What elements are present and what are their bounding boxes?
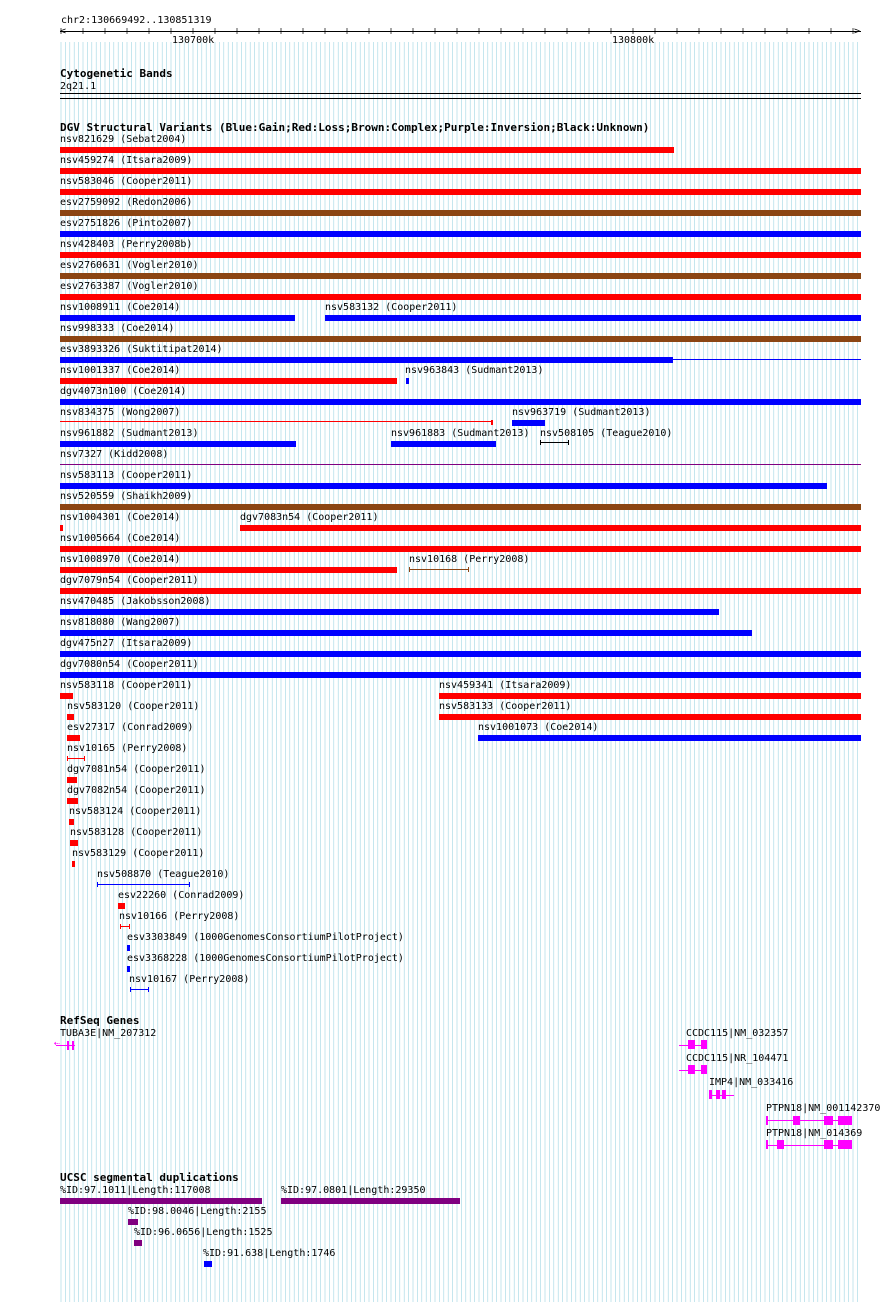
dgv-feature-label[interactable]: nsv10168 (Perry2008): [409, 554, 530, 565]
dgv-feature-label[interactable]: nsv1004301 (Coe2014): [60, 512, 181, 523]
dgv-feature-bar[interactable]: [67, 798, 78, 804]
dgv-feature-bar[interactable]: [67, 777, 77, 783]
dgv-feature-extension[interactable]: [673, 359, 861, 360]
dgv-feature-label[interactable]: nsv961882 (Sudmant2013): [60, 428, 199, 439]
gene-exon[interactable]: [766, 1116, 768, 1125]
dgv-feature-label[interactable]: esv3368228 (1000GenomesConsortiumPilotProject): [127, 953, 404, 964]
segdup-feature-label[interactable]: %ID:91.638|Length:1746: [203, 1248, 336, 1259]
dgv-feature-bar[interactable]: [60, 378, 397, 384]
dgv-feature-label[interactable]: nsv10166 (Perry2008): [119, 911, 240, 922]
dgv-feature-label[interactable]: esv2751826 (Pinto2007): [60, 218, 193, 229]
dgv-feature-label[interactable]: nsv10165 (Perry2008): [67, 743, 188, 754]
dgv-feature-label[interactable]: nsv1001337 (Coe2014): [60, 365, 181, 376]
segdup-feature-label[interactable]: %ID:96.0656|Length:1525: [134, 1227, 273, 1238]
ruler-axis: [60, 31, 861, 32]
segdup-feature-label[interactable]: %ID:97.0801|Length:29350: [281, 1185, 426, 1196]
dgv-feature-bar[interactable]: [127, 966, 130, 972]
dgv-feature-bar[interactable]: [118, 903, 125, 909]
dgv-feature-bar[interactable]: [478, 735, 861, 741]
dgv-feature-bar[interactable]: [60, 609, 719, 615]
dgv-feature-bar[interactable]: [127, 945, 130, 951]
dgv-feature-bar[interactable]: [60, 294, 861, 300]
dgv-feature-bar[interactable]: [60, 483, 827, 489]
dgv-feature-bar[interactable]: [60, 651, 861, 657]
dgv-feature-bar[interactable]: [240, 525, 861, 531]
dgv-feature-line[interactable]: [60, 421, 493, 422]
segdup-feature-bar[interactable]: [281, 1198, 460, 1204]
dgv-feature-bar[interactable]: [391, 441, 496, 447]
dgv-feature-bar[interactable]: [60, 168, 861, 174]
dgv-feature-label[interactable]: dgv475n27 (Itsara2009): [60, 638, 193, 649]
dgv-feature-bar[interactable]: [60, 441, 296, 447]
dgv-feature-bracket[interactable]: [97, 882, 190, 887]
dgv-feature-label[interactable]: dgv7083n54 (Cooper2011): [240, 512, 379, 523]
dgv-feature-bar[interactable]: [67, 714, 74, 720]
dgv-feature-label[interactable]: dgv4073n100 (Coe2014): [60, 386, 187, 397]
dgv-feature-bracket[interactable]: [67, 756, 85, 761]
dgv-feature-label[interactable]: esv22260 (Conrad2009): [118, 890, 245, 901]
refseq-gene-label[interactable]: CCDC115|NR_104471: [686, 1053, 789, 1064]
dgv-feature-bar[interactable]: [60, 357, 673, 363]
dgv-feature-bar[interactable]: [72, 861, 75, 867]
dgv-feature-bar[interactable]: [439, 693, 861, 699]
dgv-feature-label[interactable]: nsv1008911 (Coe2014): [60, 302, 181, 313]
segdup-feature-label[interactable]: %ID:98.0046|Length:2155: [128, 1206, 267, 1217]
dgv-feature-bracket[interactable]: [130, 987, 149, 992]
dgv-feature-label[interactable]: nsv963843 (Sudmant2013): [405, 365, 544, 376]
dgv-feature-label[interactable]: esv3303849 (1000GenomesConsortiumPilotProject): [127, 932, 404, 943]
dgv-feature-bar[interactable]: [69, 819, 74, 825]
cytoband-line-top: [60, 93, 861, 94]
dgv-feature-bracket[interactable]: [540, 440, 569, 445]
dgv-feature-label[interactable]: nsv821629 (Sebat2004): [60, 134, 187, 145]
ruler-position-label: chr2:130669492..130851319: [61, 15, 212, 26]
dgv-feature-label[interactable]: nsv508105 (Teague2010): [540, 428, 673, 439]
dgv-feature-label[interactable]: nsv583132 (Cooper2011): [325, 302, 458, 313]
dgv-feature-bar[interactable]: [60, 231, 861, 237]
segdup-feature-bar[interactable]: [134, 1240, 142, 1246]
segdup-feature-bar[interactable]: [60, 1198, 262, 1204]
gene-exon[interactable]: [72, 1041, 74, 1050]
dgv-feature-bracket[interactable]: [120, 924, 130, 929]
gene-exon[interactable]: [67, 1041, 69, 1050]
dgv-feature-label[interactable]: nsv459274 (Itsara2009): [60, 155, 193, 166]
dgv-feature-bar[interactable]: [60, 189, 861, 195]
gene-exon[interactable]: [709, 1090, 712, 1099]
dgv-feature-label[interactable]: nsv470485 (Jakobsson2008): [60, 596, 211, 607]
dgv-feature-label[interactable]: nsv834375 (Wong2007): [60, 407, 181, 418]
dgv-feature-label[interactable]: dgv7081n54 (Cooper2011): [67, 764, 206, 775]
dgv-feature-bar[interactable]: [60, 588, 861, 594]
gene-exon[interactable]: [688, 1065, 695, 1074]
strand-arrow-icon[interactable]: ⇠: [54, 1038, 61, 1049]
dgv-feature-label[interactable]: nsv818080 (Wang2007): [60, 617, 181, 628]
dgv-feature-label[interactable]: nsv583124 (Cooper2011): [69, 806, 202, 817]
dgv-feature-bar[interactable]: [406, 378, 409, 384]
dgv-feature-bar[interactable]: [512, 420, 545, 426]
dgv-feature-bracket[interactable]: [409, 567, 469, 572]
dgv-feature-bar[interactable]: [70, 840, 78, 846]
gene-exon[interactable]: [766, 1140, 768, 1149]
dgv-feature-end[interactable]: [491, 420, 493, 425]
gene-exon[interactable]: [824, 1140, 833, 1149]
dgv-feature-bar[interactable]: [60, 567, 397, 573]
gene-exon[interactable]: [701, 1040, 707, 1049]
ruler-tick-label: 130700k: [172, 35, 215, 46]
dgv-feature-bar[interactable]: [60, 504, 861, 510]
dgv-feature-bar[interactable]: [60, 273, 861, 279]
dgv-feature-label[interactable]: esv2763387 (Vogler2010): [60, 281, 199, 292]
dgv-feature-label[interactable]: nsv583120 (Cooper2011): [67, 701, 200, 712]
dgv-feature-label[interactable]: dgv7082n54 (Cooper2011): [67, 785, 206, 796]
dgv-feature-label[interactable]: nsv10167 (Perry2008): [129, 974, 250, 985]
dgv-feature-bar[interactable]: [60, 399, 861, 405]
dgv-feature-label[interactable]: nsv583113 (Cooper2011): [60, 470, 193, 481]
segdup-feature-label[interactable]: %ID:97.1011|Length:117008: [60, 1185, 211, 1196]
gene-exon[interactable]: [777, 1140, 784, 1149]
segdup-track-title[interactable]: UCSC segmental duplications: [60, 1171, 239, 1184]
dgv-feature-label[interactable]: nsv1008970 (Coe2014): [60, 554, 181, 565]
refseq-gene-label[interactable]: PTPN18|NM_014369: [766, 1128, 863, 1139]
ruler-tick-label: 130800k: [612, 35, 655, 46]
dgv-feature-label[interactable]: esv27317 (Conrad2009): [67, 722, 194, 733]
cytoband-track-title[interactable]: Cytogenetic Bands: [60, 67, 173, 80]
refseq-gene-label[interactable]: CCDC115|NM_032357: [686, 1028, 789, 1039]
dgv-feature-bar[interactable]: [60, 315, 295, 321]
refseq-track-title[interactable]: RefSeq Genes: [60, 1014, 140, 1027]
dgv-feature-bar[interactable]: [60, 672, 861, 678]
dgv-feature-bar[interactable]: [60, 525, 63, 531]
ruler-right-arrow: >: [854, 26, 861, 37]
dgv-feature-label[interactable]: dgv7080n54 (Cooper2011): [60, 659, 199, 670]
refseq-gene-label[interactable]: PTPN18|NM_001142370: [766, 1103, 881, 1114]
dgv-feature-label[interactable]: nsv583046 (Cooper2011): [60, 176, 193, 187]
refseq-gene-label[interactable]: TUBA3E|NM_207312: [60, 1028, 157, 1039]
dgv-feature-label[interactable]: esv3893326 (Suktitipat2014): [60, 344, 223, 355]
gene-exon[interactable]: [688, 1040, 695, 1049]
dgv-feature-bar[interactable]: [60, 336, 861, 342]
dgv-feature-label[interactable]: nsv583133 (Cooper2011): [439, 701, 572, 712]
dgv-feature-bar[interactable]: [60, 630, 752, 636]
dgv-feature-bar[interactable]: [439, 714, 861, 720]
dgv-feature-label[interactable]: esv2760631 (Vogler2010): [60, 260, 199, 271]
dgv-feature-label[interactable]: nsv961883 (Sudmant2013): [391, 428, 530, 439]
dgv-feature-label[interactable]: nsv963719 (Sudmant2013): [512, 407, 651, 418]
dgv-feature-label[interactable]: nsv508870 (Teague2010): [97, 869, 230, 880]
dgv-feature-label[interactable]: dgv7079n54 (Cooper2011): [60, 575, 199, 586]
gene-exon[interactable]: [824, 1116, 833, 1125]
dgv-feature-line[interactable]: [60, 464, 861, 465]
dgv-feature-label[interactable]: esv2759092 (Redon2006): [60, 197, 193, 208]
dgv-feature-bar[interactable]: [60, 210, 861, 216]
dgv-feature-label[interactable]: nsv459341 (Itsara2009): [439, 680, 572, 691]
refseq-gene-label[interactable]: IMP4|NM_033416: [709, 1077, 794, 1088]
dgv-feature-label[interactable]: nsv583129 (Cooper2011): [72, 848, 205, 859]
dgv-track-title[interactable]: DGV Structural Variants (Blue:Gain;Red:Loss;Brown:Complex;Purple:Inversion;Black:Unknown): [60, 121, 650, 134]
dgv-feature-label[interactable]: nsv428403 (Perry2008b): [60, 239, 193, 250]
gene-exon[interactable]: [793, 1116, 800, 1125]
dgv-feature-label[interactable]: nsv7327 (Kidd2008): [60, 449, 169, 460]
cytoband-label: 2q21.1: [60, 81, 97, 92]
dgv-feature-label[interactable]: nsv1001073 (Coe2014): [478, 722, 599, 733]
dgv-feature-bar[interactable]: [325, 315, 861, 321]
segdup-feature-bar[interactable]: [128, 1219, 138, 1225]
dgv-feature-bar[interactable]: [60, 147, 674, 153]
dgv-feature-bar[interactable]: [60, 693, 73, 699]
ruler-left-arrow: <: [60, 26, 67, 37]
gene-exon[interactable]: [701, 1065, 707, 1074]
gene-exon[interactable]: [838, 1116, 852, 1125]
dgv-feature-bar[interactable]: [60, 252, 861, 258]
dgv-feature-bar[interactable]: [60, 546, 861, 552]
dgv-feature-label[interactable]: nsv998333 (Coe2014): [60, 323, 175, 334]
gene-exon[interactable]: [722, 1090, 726, 1099]
dgv-feature-label[interactable]: nsv583118 (Cooper2011): [60, 680, 193, 691]
dgv-feature-bar[interactable]: [67, 735, 80, 741]
dgv-feature-label[interactable]: nsv520559 (Shaikh2009): [60, 491, 193, 502]
dgv-feature-label[interactable]: nsv1005664 (Coe2014): [60, 533, 181, 544]
dgv-feature-label[interactable]: nsv583128 (Cooper2011): [70, 827, 203, 838]
segdup-feature-bar[interactable]: [204, 1261, 212, 1267]
cytoband-line-bottom: [60, 98, 861, 99]
gene-exon[interactable]: [716, 1090, 720, 1099]
gene-exon[interactable]: [838, 1140, 852, 1149]
